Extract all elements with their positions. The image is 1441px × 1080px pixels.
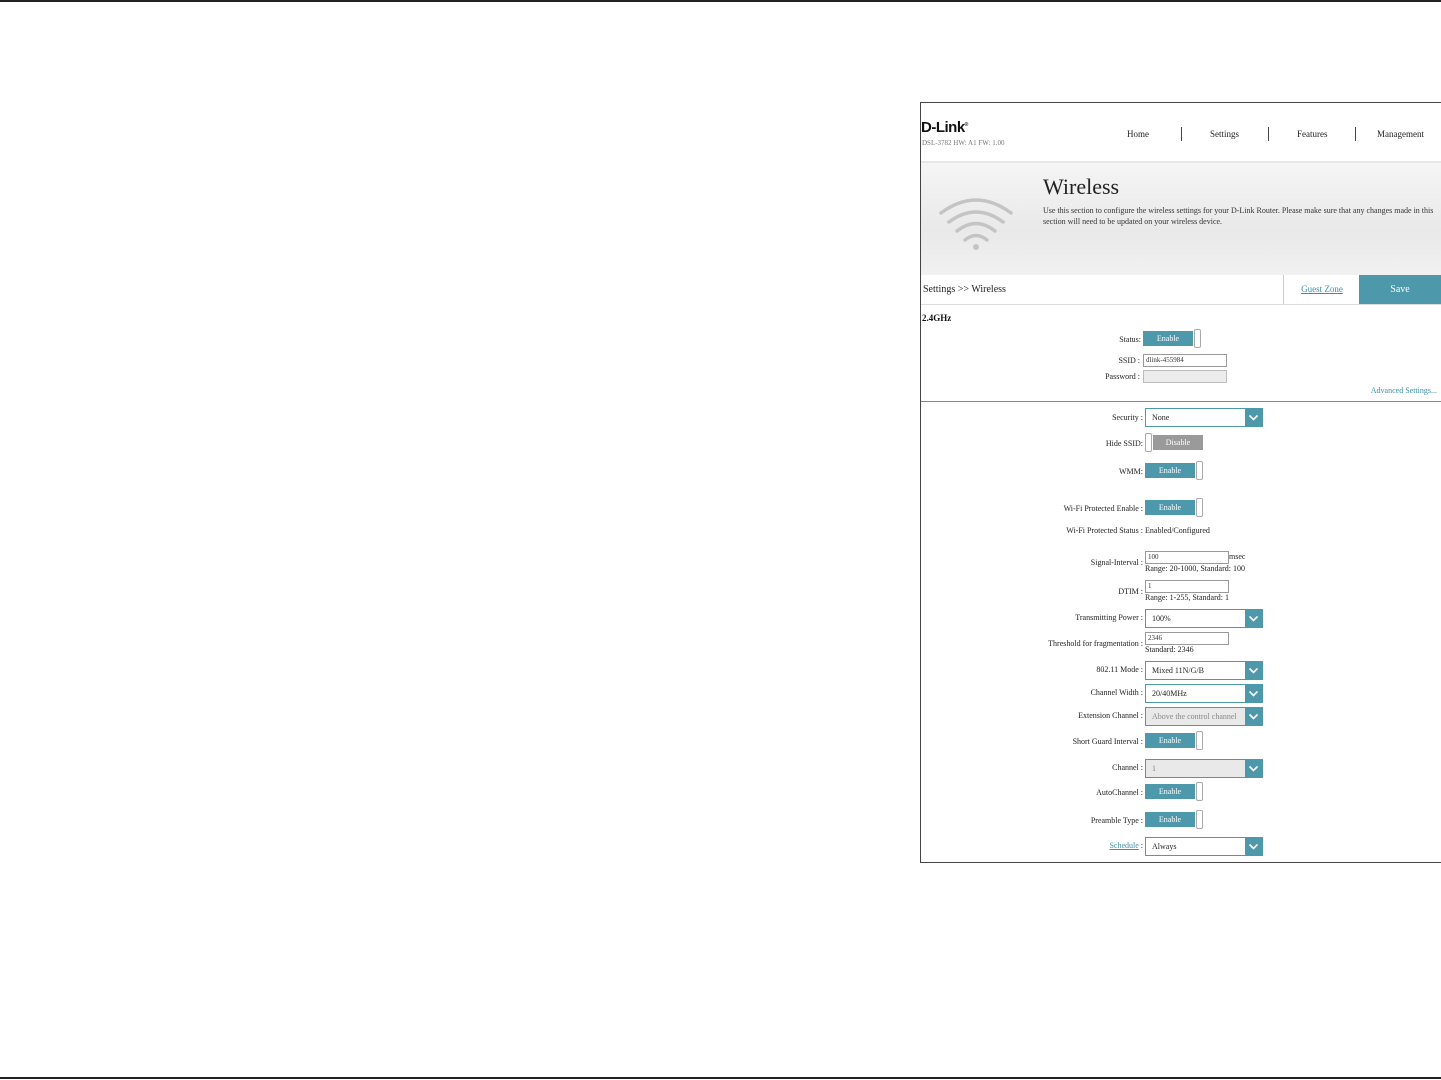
page-banner — [921, 163, 1441, 276]
chevron-down-icon — [1245, 708, 1262, 725]
hide-ssid-label: Hide SSID: — [1105, 439, 1143, 448]
chevron-down-icon — [1245, 662, 1262, 679]
channel-select[interactable] — [1145, 759, 1263, 778]
page-top-rule — [0, 0, 1441, 2]
signal-interval-label: Signal-Interval : — [1090, 558, 1143, 567]
mode-label: 802.11 Mode : — [1096, 665, 1143, 674]
autochannel-toggle-text: Enable — [1145, 784, 1195, 799]
security-label: Security : — [1112, 413, 1143, 422]
hide-ssid-toggle[interactable] — [1145, 433, 1203, 452]
short-guard-label: Short Guard Interval : — [1072, 737, 1143, 746]
nav-settings[interactable]: Settings — [1210, 129, 1240, 139]
schedule-label — [1109, 841, 1143, 850]
channel-width-select[interactable] — [1145, 684, 1263, 703]
schedule-colon: : — [1140, 841, 1143, 850]
page-description: Use this section to configure the wireless settings for your D-Link Router. Please make sure that any changes made in this section will need to be updated on your wireless device. — [1043, 206, 1434, 226]
chevron-down-icon — [1245, 685, 1262, 702]
fragmentation-input[interactable]: 2346 — [1145, 632, 1229, 645]
model-info: DSL-3782 HW: A1 FW: 1.00 — [922, 139, 1005, 147]
schedule-select[interactable] — [1145, 837, 1263, 856]
signal-interval-hint: Range: 20-1000, Standard: 100 — [1145, 564, 1245, 573]
toggle-knob — [1196, 498, 1203, 517]
wps-status-value: Enabled/Configured — [1145, 526, 1210, 535]
band-title: 2.4GHz — [922, 313, 952, 323]
mode-select[interactable] — [1145, 661, 1263, 680]
wps-enable-label: Wi-Fi Protected Enable : — [1063, 504, 1143, 513]
chevron-down-icon — [1245, 760, 1262, 777]
toggle-knob — [1196, 731, 1203, 750]
page-bottom-rule — [0, 1077, 1441, 1079]
dlink-logo: D-Link® — [921, 119, 968, 136]
preamble-label: Preamble Type : — [1090, 816, 1143, 825]
toggle-knob — [1145, 433, 1152, 452]
short-guard-toggle[interactable] — [1145, 731, 1203, 750]
toggle-knob — [1196, 782, 1203, 801]
preamble-toggle[interactable] — [1145, 810, 1203, 829]
status-toggle-text: Enable — [1143, 331, 1193, 346]
wps-enable-toggle-text: Enable — [1145, 500, 1195, 515]
nav-separator — [1268, 127, 1269, 141]
fragmentation-label: Threshold for fragmentation : — [1048, 639, 1143, 648]
advanced-settings-link[interactable]: Advanced Settings... — [1370, 386, 1437, 395]
transmitting-power-value: 100% — [1152, 614, 1171, 623]
hide-ssid-toggle-text: Disable — [1153, 435, 1203, 450]
wps-status-label: Wi-Fi Protected Status : — [1066, 526, 1143, 535]
chevron-down-icon — [1245, 409, 1262, 426]
security-select-value: None — [1152, 413, 1170, 422]
dtim-hint: Range: 1-255, Standard: 1 — [1145, 593, 1229, 602]
status-label: Status: — [1119, 335, 1141, 344]
toggle-knob — [1194, 329, 1201, 348]
wifi-icon — [937, 195, 1015, 251]
page-title: Wireless — [1043, 174, 1120, 199]
toggle-knob — [1196, 461, 1203, 480]
extension-channel-label: Extension Channel : — [1078, 711, 1143, 720]
wmm-toggle-text: Enable — [1145, 463, 1195, 478]
signal-interval-unit: msec — [1229, 552, 1246, 561]
extension-channel-select[interactable] — [1145, 707, 1263, 726]
guest-zone-link[interactable]: Guest Zone — [1283, 275, 1360, 304]
nav-separator — [1181, 127, 1182, 141]
breadcrumb-bar — [921, 275, 1441, 305]
transmitting-power-select[interactable] — [1145, 609, 1263, 628]
breadcrumb: Settings >> Wireless — [923, 284, 1006, 295]
password-input[interactable] — [1143, 370, 1227, 383]
transmitting-power-label: Transmitting Power : — [1075, 613, 1143, 622]
ssid-label: SSID : — [1118, 356, 1140, 365]
toggle-knob — [1196, 810, 1203, 829]
channel-width-label: Channel Width : — [1090, 688, 1143, 697]
dtim-label: DTIM : — [1118, 587, 1143, 596]
channel-label: Channel : — [1112, 763, 1143, 772]
wmm-toggle[interactable] — [1145, 461, 1203, 480]
dtim-input[interactable]: 1 — [1145, 580, 1229, 593]
wmm-label: WMM: — [1119, 467, 1143, 476]
schedule-link[interactable]: Schedule — [1109, 841, 1139, 850]
channel-select-value: 1 — [1152, 764, 1156, 773]
channel-width-value: 20/40MHz — [1152, 689, 1187, 698]
autochannel-toggle[interactable] — [1145, 782, 1203, 801]
chevron-down-icon — [1245, 610, 1262, 627]
status-toggle[interactable] — [1143, 329, 1201, 348]
section-divider — [921, 401, 1441, 402]
fragmentation-hint: Standard: 2346 — [1145, 645, 1194, 654]
chevron-down-icon — [1245, 838, 1262, 855]
nav-management[interactable]: Management — [1377, 129, 1424, 139]
password-label: Password : — [1105, 372, 1140, 381]
short-guard-toggle-text: Enable — [1145, 733, 1195, 748]
nav-separator — [1355, 127, 1356, 141]
schedule-select-value: Always — [1152, 842, 1177, 851]
wps-enable-toggle[interactable] — [1145, 498, 1203, 517]
preamble-toggle-text: Enable — [1145, 812, 1195, 827]
signal-interval-input[interactable]: 100 — [1145, 551, 1229, 564]
security-select[interactable] — [1145, 408, 1263, 427]
extension-channel-value: Above the control channel — [1152, 712, 1237, 721]
mode-select-value: Mixed 11N/G/B — [1152, 666, 1204, 675]
ssid-input[interactable]: dlink-455984 — [1143, 354, 1227, 367]
router-ui-screenshot — [920, 102, 1441, 863]
nav-features[interactable]: Features — [1297, 129, 1328, 139]
save-button[interactable]: Save — [1359, 275, 1441, 304]
autochannel-label: AutoChannel : — [1096, 788, 1143, 797]
nav-home[interactable]: Home — [1127, 129, 1149, 139]
